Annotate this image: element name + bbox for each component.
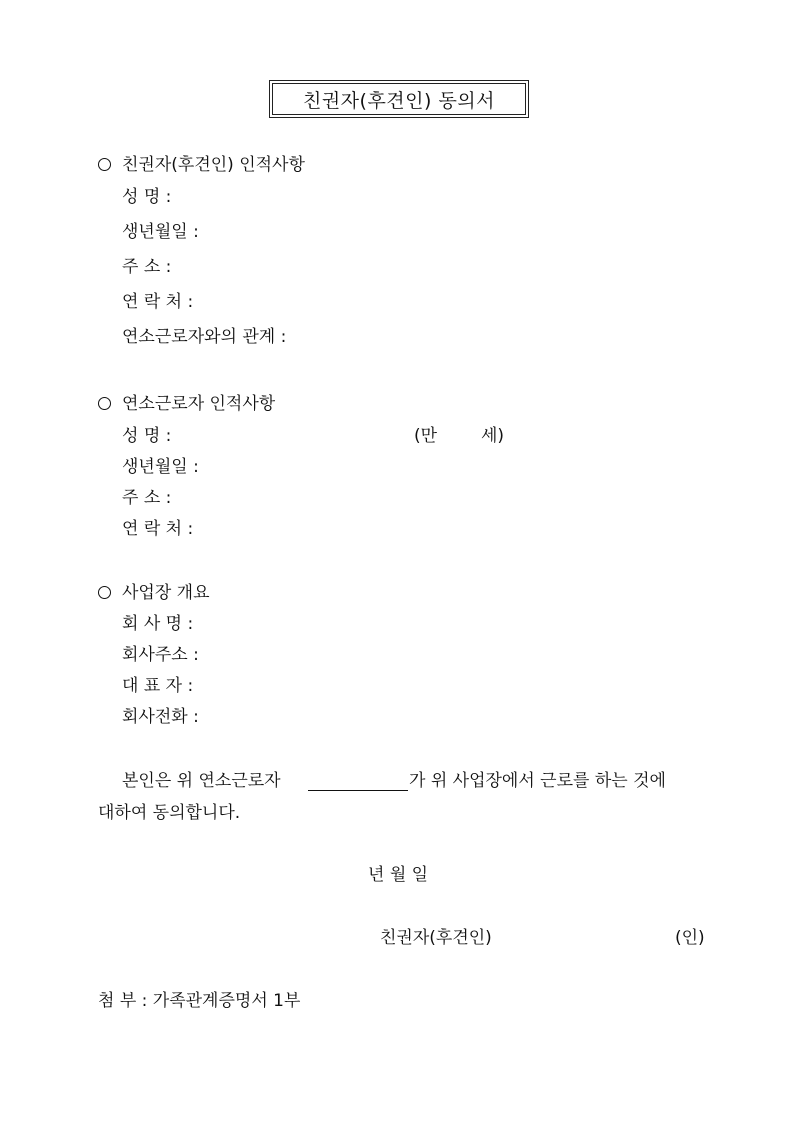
minor-address-label: 주 소 : <box>122 488 172 508</box>
title-box <box>269 80 529 118</box>
guardian-birth-label: 생년월일 : <box>122 222 199 242</box>
minor-contact-label: 연 락 처 : <box>122 519 194 539</box>
minor-age-open: (만 <box>414 426 438 446</box>
document-title: 친권자(후견인) 동의서 <box>272 83 526 115</box>
guardian-address-label: 주 소 : <box>122 257 172 277</box>
consent-text-line2: 대하여 동의합니다. <box>98 803 241 823</box>
signer-label: 친권자(후견인) <box>380 928 492 948</box>
representative-label: 대 표 자 : <box>122 676 194 696</box>
guardian-name-label: 성 명 : <box>122 187 172 207</box>
attachment-line: 첨 부 : 가족관계증명서 1부 <box>98 991 301 1011</box>
company-name-label: 회 사 명 : <box>122 614 194 634</box>
guardian-contact-label: 연 락 처 : <box>122 292 194 312</box>
minor-name-blank <box>308 790 408 791</box>
section1-heading: 친권자(후견인) 인적사항 <box>122 155 305 175</box>
section3-heading: 사업장 개요 <box>122 583 210 603</box>
company-phone-label: 회사전화 : <box>122 707 199 727</box>
seal-label: (인) <box>675 928 705 948</box>
date-line: 년 월 일 <box>368 865 429 885</box>
consent-text-part1: 본인은 위 연소근로자 <box>122 771 281 791</box>
consent-text-part2: 가 위 사업장에서 근로를 하는 것에 <box>409 771 666 791</box>
bullet-circle-icon <box>98 586 111 599</box>
section2-heading: 연소근로자 인적사항 <box>122 394 276 414</box>
minor-birth-label: 생년월일 : <box>122 457 199 477</box>
company-address-label: 회사주소 : <box>122 645 199 665</box>
minor-age-close: 세) <box>481 426 505 446</box>
bullet-circle-icon <box>98 397 111 410</box>
guardian-relation-label: 연소근로자와의 관계 : <box>122 327 287 347</box>
bullet-circle-icon <box>98 158 111 171</box>
minor-name-label: 성 명 : <box>122 426 172 446</box>
